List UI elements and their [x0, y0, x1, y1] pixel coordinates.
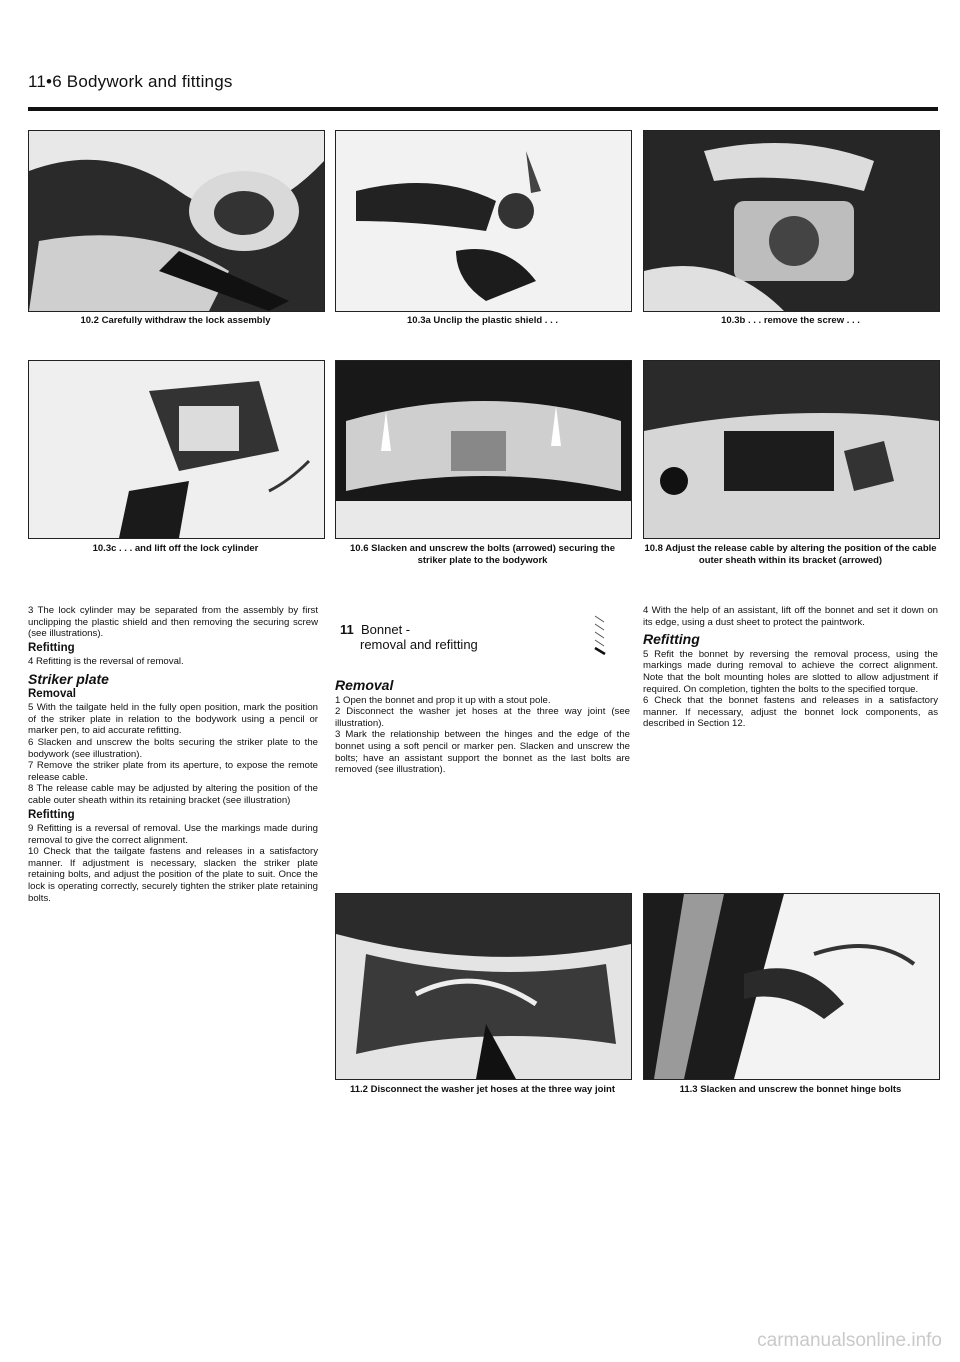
- photo-10-3c: [28, 360, 325, 539]
- section-title-line-2: removal and refitting: [360, 637, 478, 652]
- photo-10-3a: [335, 130, 632, 312]
- para-10-5: 5 With the tailgate held in the fully open position, mark the position of the striker plate in relation to the bodywork using a pencil or marker pen, to aid accurate refitting.: [28, 702, 318, 737]
- para-11-1: 1 Open the bonnet and prop it up with a stout pole.: [335, 694, 551, 706]
- para-10-6: 6 Slacken and unscrew the bolts securing the striker plate to the bodywork (see illustration).: [28, 736, 318, 760]
- section-title-line-1: Bonnet -: [360, 622, 411, 637]
- heading-striker-plate: Striker plate: [28, 670, 109, 687]
- caption-10-3c: 10.3c . . . and lift off the lock cylinder: [92, 543, 259, 554]
- photo-11-3: [643, 893, 940, 1080]
- para-10-7: 7 Remove the striker plate from its aperture, to expose the remote release cable.: [28, 760, 318, 783]
- caption-10-8: 10.8 Adjust the release cable by altering the position of the cable outer sheath within its bracket (arrowed): [644, 543, 937, 566]
- para-10-8: 8 The release cable may be adjusted by altering the position of the cable outer sheath within its retaining bracket (see illustration): [28, 783, 318, 806]
- para-10-9: 9 Refitting is a reversal of removal. Use the markings made during removal to give the correct alignment.: [28, 823, 318, 846]
- page-header: 11•6 Bodywork and fittings: [28, 72, 233, 91]
- para-11-2: 2 Disconnect the washer jet hoses at the three way joint (see illustration).: [335, 706, 630, 729]
- photo-10-8: [643, 360, 940, 539]
- text-column-2: [335, 677, 630, 776]
- section-11-title: [340, 622, 560, 652]
- heading-removal-1: Removal: [28, 687, 76, 700]
- heading-refitting-2: Refitting: [28, 808, 75, 821]
- caption-10-3b: 10.3b . . . remove the screw . . .: [721, 315, 860, 326]
- heading-removal-2: Removal: [335, 677, 394, 693]
- para-11-3: 3 Mark the relationship between the hinges and the edge of the bonnet using a soft pencil or marker pen. Slacken and unscrew the bolts; have an assistant support the bonnet as the last bolts are removed (see illustration).: [335, 729, 630, 776]
- para-11-6: 6 Check that the bonnet fastens and releases in a satisfactory manner. If necessary, adjust the bonnet lock components, as described in Section 12.: [643, 695, 938, 730]
- photo-10-6: [335, 360, 632, 539]
- spanner-rating-icon: [592, 612, 608, 661]
- photo-11-2: [335, 893, 632, 1080]
- section-number: 11: [340, 622, 354, 637]
- para-10-4: 4 Refitting is the reversal of removal.: [28, 656, 184, 668]
- photo-10-2: [28, 130, 325, 312]
- watermark-footer[interactable]: carmanualsonline.info: [757, 1330, 942, 1351]
- para-10-10: 10 Check that the tailgate fastens and releases in a satisfactory manner. If adjustment is necessary, slacken the striker plate retaining bolts, and adjust the position of the plate to suit. Once the lock is operating correctly, securely tighten the striker plate retaining bolts.: [28, 846, 318, 904]
- heading-refitting-3: Refitting: [643, 631, 700, 648]
- para-11-4: 4 With the help of an assistant, lift off the bonnet and set it down on its edge, using a dust sheet to protect the paintwork.: [643, 605, 938, 628]
- text-column-1: [28, 605, 318, 904]
- caption-11-3: 11.3 Slacken and unscrew the bonnet hinge bolts: [679, 1084, 902, 1095]
- para-11-5: 5 Refit the bonnet by reversing the removal process, using the markings made during removal to achieve the correct alignment. Note that the bolt mounting holes are slotted to allow adjustment if required. On completion, tighten the bolts to the specified torque.: [643, 648, 938, 695]
- text-column-3: [643, 605, 938, 730]
- caption-10-3a: 10.3a Unclip the plastic shield . . .: [407, 315, 558, 326]
- photo-10-3b: [643, 130, 940, 312]
- caption-11-2: 11.2 Disconnect the washer jet hoses at the three way joint: [349, 1084, 616, 1095]
- heading-refitting-1: Refitting: [28, 641, 75, 654]
- caption-10-2: 10.2 Carefully withdraw the lock assembly: [80, 315, 271, 326]
- header-rule: [28, 107, 938, 111]
- para-10-3: 3 The lock cylinder may be separated from the assembly by first unclipping the plastic shield and then removing the securing screw (see illustrations).: [28, 605, 318, 640]
- caption-10-6: 10.6 Slacken and unscrew the bolts (arrowed) securing the striker plate to the bodywork: [349, 543, 616, 566]
